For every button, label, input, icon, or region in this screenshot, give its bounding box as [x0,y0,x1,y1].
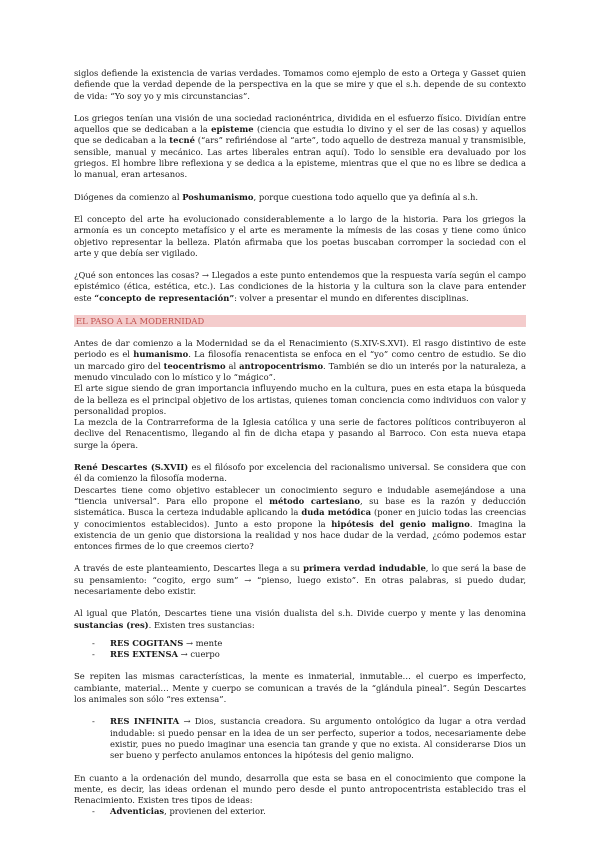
paragraph-concepto-arte: El concepto del arte ha evolucionado considerablemente a lo largo de la historia. Para los griegos la armonía es un concepto metafísico y el arte es meramente la mímesis de las cosas y tiene como único objetivo representar la belleza. Platón afirmaba que los poetas buscaban corromper la sociedad con el arte y que debía ser vigilado. [74,213,526,258]
list-item-adventicias: - Adventicias, provienen del exterior. [92,806,266,817]
list-res-infinita [74,716,526,761]
paragraph-diogenes: Diógenes da comienzo al Poshumanismo, porque cuestiona todo aquello que ya definía al s.h. [74,191,479,202]
paragraph-griegos: Los griegos tenían una visión de una sociedad racionéntrica, dividida en el esfuerzo físico. Dividían entre aquellos que se dedicaban a la episteme (ciencia que estudia lo divino y el ser de las cosas) y aquellos que se dedicaban a la tecné (“ars” refiriéndose al “arte”, todo aquello de destreza manual y transmisible, sensible, manual y mecánico. Las artes liberales entran aquí). Todo lo sensible era devaluado por los griegos. El hombre libre reflexiona y se dedica a la episteme, mientras que el que no es libre se dedica a lo manual, eran artesanos. [74,112,527,180]
section-heading-modernidad: EL PASO A LA MODERNIDAD [74,315,526,327]
paragraph-arte-belleza: El arte sigue siendo de gran importancia influyendo mucho en la cultura, pues en esta etapa la búsqueda de la belleza es el principal objetivo de los artistas, quienes toman conciencia como individuos con valor y personalidad propios. [74,383,526,416]
list-item-res-infinita: - RES INFINITA → Dios, sustancia creadora. Su argumento ontológico da lugar a otra verdad indudable: si puedo pensar en la idea de un ser perfecto, superior a todos, necesariamente debe existir, pues no puedo imaginar una esencia tan grande y que no exista. Al considerarse Dios un ser bueno y perfecto anulamos entonces la hipótesis del genio maligno. [92,716,526,761]
list-sustancias [74,638,526,661]
paragraph-cosas: ¿Qué son entonces las cosas? → Llegados a este punto entendemos que la respuesta varía según el campo epistémico (ética, estética, etc.). Las condiciones de la historia y la cultura son la clave para entender este “concepto de representación”: volver a presentar el mundo en diferentes disciplinas. [74,270,526,303]
list-item-res-cogitans: - RES COGITANS → mente [92,637,223,648]
paragraph-cogito: A través de este planteamiento, Descartes llega a su primera verdad indudable, lo que será la base de su pensamiento: “cogito, ergo sum” → “pienso, luego existo”. En otras palabras, si puedo dudar, necesariamente debo existir. [74,563,526,596]
paragraph-glandula-pineal: Se repiten las mismas características, la mente es inmaterial, inmutable… el cuerpo es imperfecto, cambiante, material… Mente y cuerpo se comunican a través de la “glándula pineal”. Según Descartes los animales son sólo “res extensa”. [74,671,526,705]
paragraph-contrarreforma: La mezcla de la Contrarreforma de la Iglesia católica y una serie de factores políticos contribuyeron al declive del Renacentismo, llegando al fin de dicha etapa y pasando al Barroco. Con esta nueva etapa surge la ópera. [74,417,526,450]
paragraph-dualismo: Al igual que Platón, Descartes tiene una visión dualista del s.h. Divide cuerpo y mente y las denomina sustancias (res). Existen tres sustancias: [74,608,526,630]
paragraph-renacimiento: Antes de dar comienzo a la Modernidad se da el Renacimiento (S.XIV-S.XVI). El rasgo distintivo de este periodo es el humanismo. La filosofía renacentista se enfoca en el “yo” como centro de estudio. Se dio un marcado giro del teocentrismo al antropocentrismo. También se dio un interés por la naturaleza, a menudo vinculado con lo místico y lo “mágico”. [74,338,527,382]
list-item-res-extensa: - RES EXTENSA → cuerpo [92,649,220,660]
list-ideas [74,806,526,817]
paragraph-descartes: René Descartes (S.XVII) es el filósofo por excelencia del racionalismo universal. Se considera que con él da comienzo la filosofía moderna. [74,462,526,484]
paragraph-metodo: Descartes tiene como objetivo establecer un conocimiento seguro e indudable asemejándose a una “tiencia universal”. Para ello propone el método cartesiano, su base es la razón y deducción sistemática. Busca la certeza indudable aplicando la duda metódica (poner en juicio todas las creencias y conocimientos establecidos). Junto a esto propone la hipótesis del genio maligno. Imagina la existencia de un genio que distorsiona la realidad y nos hace dudar de la verdad, ¿cómo podemos estar entonces firmes de lo que creemos cierto? [74,484,527,552]
document-page [74,68,526,818]
paragraph-ortega: siglos defiende la existencia de varias verdades. Tomamos como ejemplo de esto a Ortega y Gasset quien defiende que la verdad depende de la perspectiva en la que se mire y que el s.h. depende de su contexto de vida: “Yo soy yo y mis circunstancias”. [74,68,526,101]
paragraph-ideas: En cuanto a la ordenación del mundo, desarrolla que esta se basa en el conocimiento que compone la mente, es decir, las ideas ordenan el mundo pero desde el punto antropocentrista establecido tras el Renacimiento. Existen tres tipos de ideas: [74,772,526,806]
